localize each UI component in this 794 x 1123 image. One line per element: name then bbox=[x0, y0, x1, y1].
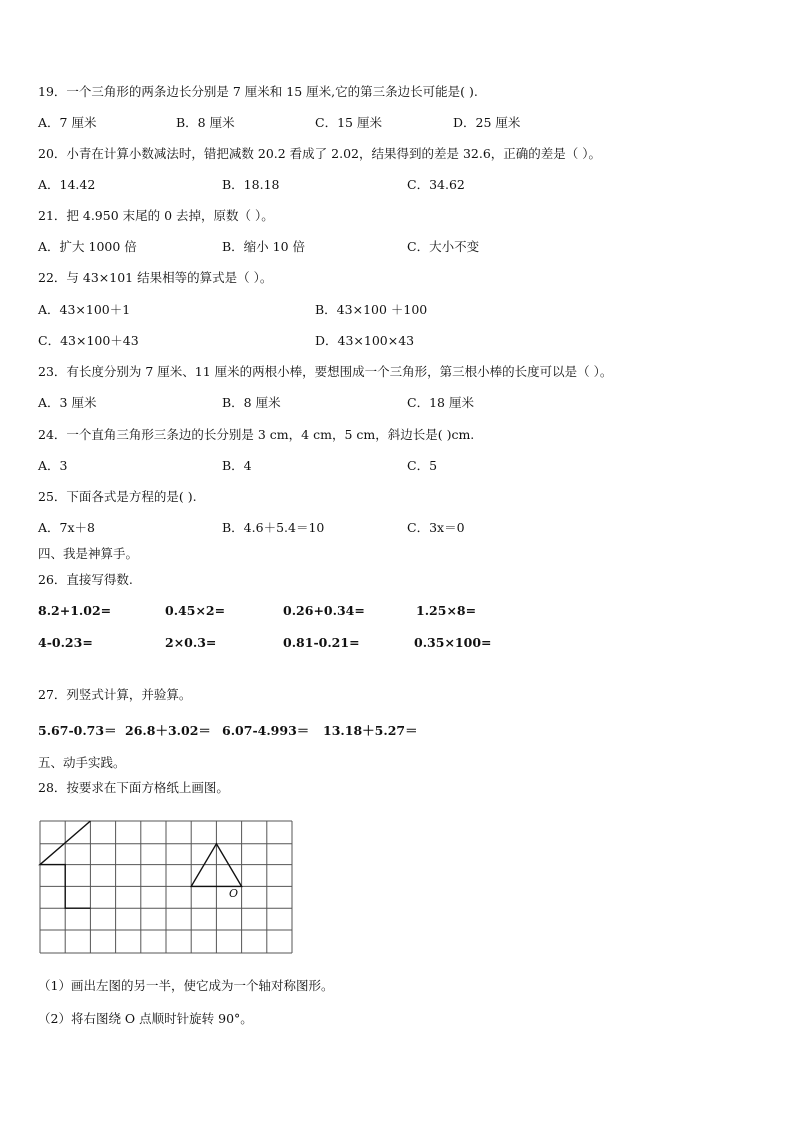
calc-item: 6.07-4.993＝ bbox=[222, 723, 310, 738]
calc-item: 5.67-0.73＝ bbox=[38, 723, 117, 738]
question-28-stem: 28．按要求在下面方格纸上画图。 bbox=[38, 780, 229, 795]
q22-option-d: D．43×100×43 bbox=[315, 333, 415, 348]
question-24-stem: 24．一个直角三角形三条边的长分别是 3 cm，4 cm，5 cm，斜边长是( )cm. bbox=[38, 427, 475, 442]
calc-item: 0.81-0.21= bbox=[283, 635, 360, 650]
q22-option-b: B．43×100 ＋100 bbox=[315, 302, 428, 317]
question-20-stem: 20．小青在计算小数减法时，错把减数 20.2 看成了 2.02，结果得到的差是 32.6，正确的差是（ ）。 bbox=[38, 146, 602, 161]
question-22-stem: 22．与 43×101 结果相等的算式是（ ）。 bbox=[38, 270, 273, 285]
question-26-stem: 26．直接写得数. bbox=[38, 572, 133, 587]
q22-option-c: C．43×100＋43 bbox=[38, 333, 139, 348]
q19-option-b: B．8 厘米 bbox=[176, 115, 235, 130]
calc-item: 26.8＋3.02＝ bbox=[125, 723, 211, 738]
calc-item: 4-0.23= bbox=[38, 635, 93, 650]
calc-item: 2×0.3= bbox=[165, 635, 217, 650]
calc-item: 0.45×2= bbox=[165, 603, 226, 618]
calc-item: 0.35×100= bbox=[414, 635, 492, 650]
section-4-title: 四、我是神算手。 bbox=[38, 546, 139, 561]
calc-item: 8.2+1.02= bbox=[38, 603, 112, 618]
question-19-stem: 19．一个三角形的两条边长分别是 7 厘米和 15 厘米,它的第三条边长可能是( ). bbox=[38, 84, 478, 99]
q24-option-c: C．5 bbox=[407, 458, 438, 473]
task-2: （2）将右图绕 O 点顺时针旋转 90°。 bbox=[38, 1011, 253, 1026]
q25-option-b: B．4.6＋5.4＝10 bbox=[222, 520, 325, 535]
q19-option-d: D．25 厘米 bbox=[453, 115, 521, 130]
q22-option-a: A．43×100＋1 bbox=[38, 302, 131, 317]
drawing-grid bbox=[38, 819, 296, 956]
task-1: （1）画出左图的另一半，使它成为一个轴对称图形。 bbox=[38, 978, 334, 993]
q24-option-b: B．4 bbox=[222, 458, 252, 473]
question-23-stem: 23．有长度分别为 7 厘米、11 厘米的两根小棒，要想围成一个三角形，第三根小棒的长度可以是（ ）。 bbox=[38, 364, 613, 379]
point-o-label: O bbox=[229, 887, 239, 900]
q25-option-c: C．3x＝0 bbox=[407, 520, 465, 535]
q19-option-a: A．7 厘米 bbox=[38, 115, 97, 130]
q23-option-a: A．3 厘米 bbox=[38, 395, 97, 410]
section-5-title: 五、动手实践。 bbox=[38, 755, 126, 770]
calc-item: 13.18＋5.27＝ bbox=[323, 723, 418, 738]
q19-option-c: C．15 厘米 bbox=[315, 115, 382, 130]
q23-option-b: B．8 厘米 bbox=[222, 395, 281, 410]
q20-option-b: B．18.18 bbox=[222, 177, 280, 192]
question-21-stem: 21．把 4.950 末尾的 0 去掉，原数（ ）。 bbox=[38, 208, 274, 223]
q20-option-c: C．34.62 bbox=[407, 177, 465, 192]
calc-item: 0.26+0.34= bbox=[283, 603, 365, 618]
q21-option-c: C．大小不变 bbox=[407, 239, 480, 254]
q21-option-a: A．扩大 1000 倍 bbox=[38, 239, 137, 254]
calc-item: 1.25×8= bbox=[416, 603, 477, 618]
question-25-stem: 25．下面各式是方程的是( ). bbox=[38, 489, 197, 504]
q23-option-c: C．18 厘米 bbox=[407, 395, 474, 410]
q20-option-a: A．14.42 bbox=[38, 177, 96, 192]
question-27-stem: 27．列竖式计算，并验算。 bbox=[38, 687, 192, 702]
q21-option-b: B．缩小 10 倍 bbox=[222, 239, 306, 254]
q24-option-a: A．3 bbox=[38, 458, 68, 473]
q25-option-a: A．7x＋8 bbox=[38, 520, 95, 535]
